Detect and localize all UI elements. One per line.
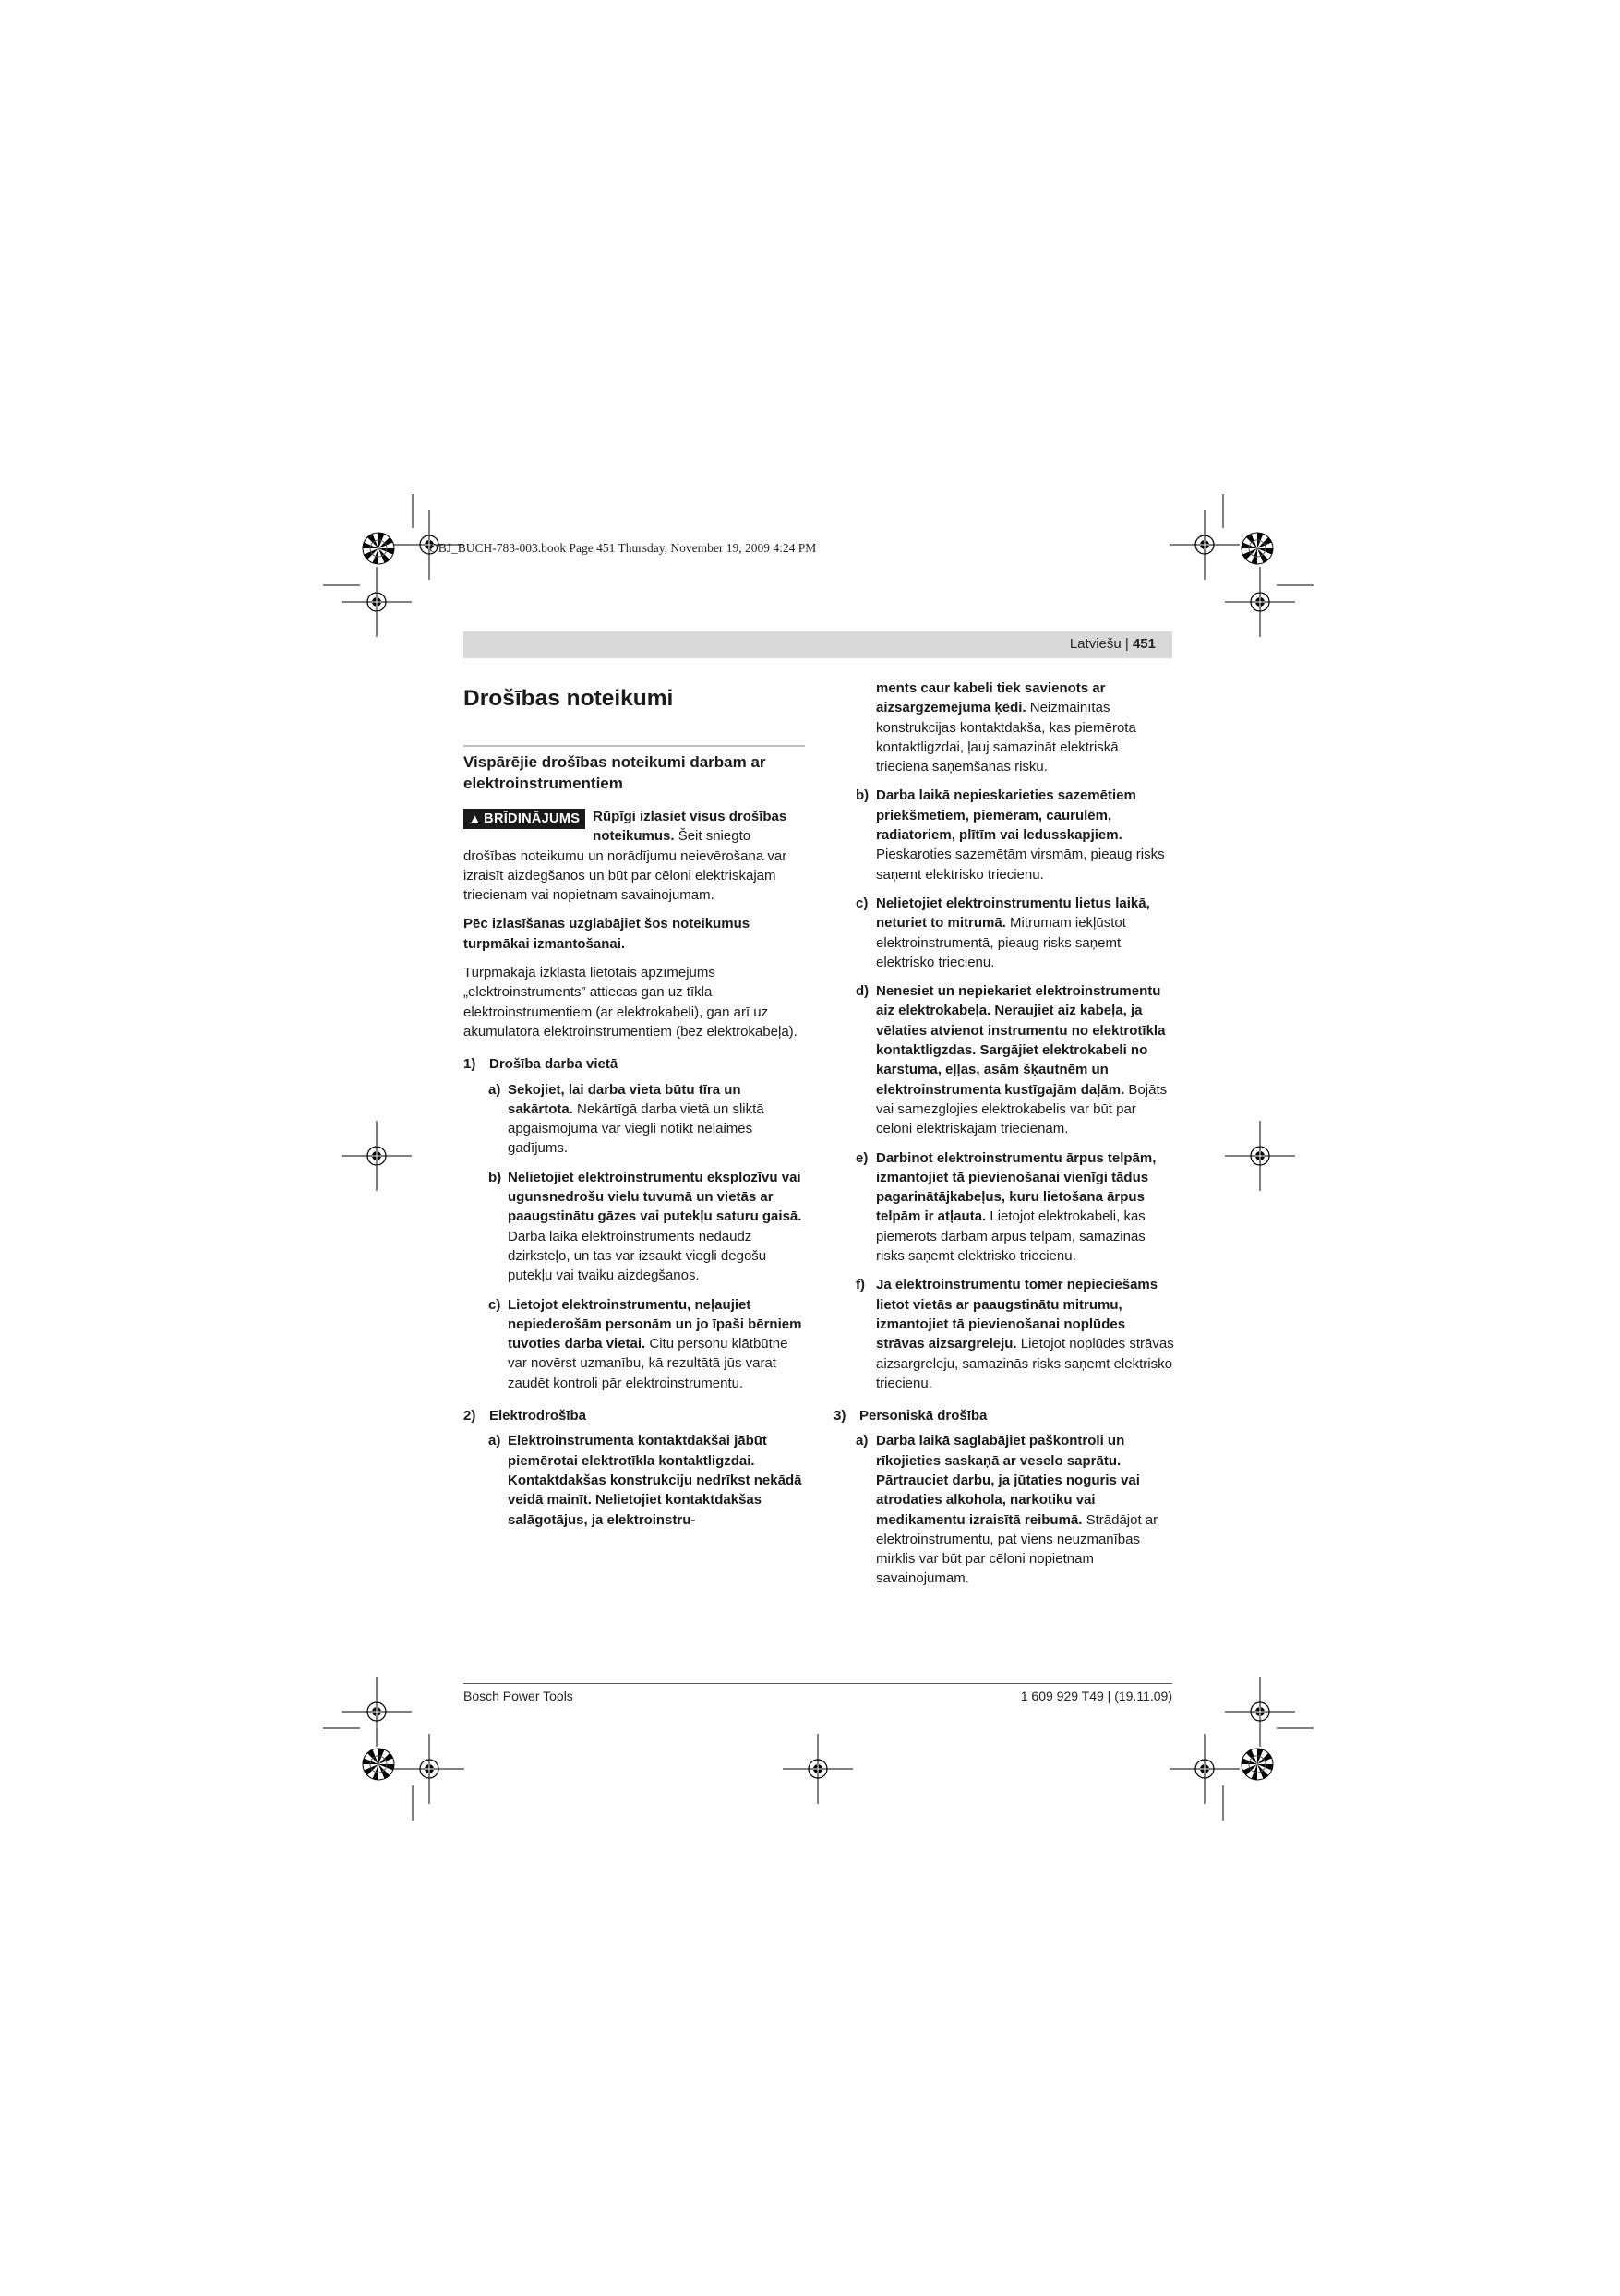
warning-triangle-icon: ▲	[469, 811, 482, 825]
item-bold-text: Sekojiet, lai darba vieta būtu tīra un sakārtota.	[508, 1081, 741, 1117]
item-text: Pieskaroties sazemētām virsmām, pieaug risks saņemt elektrisko triecienu.	[876, 847, 1165, 883]
list-item	[856, 894, 1174, 972]
item-bold-text: Ja elektroinstrumentu tomēr nepieciešams lietot vietās ar paaugstinātu mitrumu, izmantojiet tā pievienošanai noplūdes strāvas aizsargreleju.	[876, 1277, 1158, 1352]
item-label: a)	[488, 1081, 501, 1098]
save-note-text: Pēc izlasīšanas uzglabājiet šos noteikumus turpmākai izmantošanai.	[463, 916, 750, 952]
footer-divider	[463, 1683, 1172, 1684]
item-text: Neizmainītas konstrukcijas kontaktdakša, kas piemērota kontaktligzdai, ļauj samazināt elektriskā trieciena saņemšanas risku.	[876, 700, 1136, 775]
list-item	[856, 786, 1174, 884]
section-divider	[463, 745, 805, 747]
list-item-continuation	[856, 679, 1174, 776]
warning-paragraph	[463, 807, 805, 905]
header-language: Latviešu	[1069, 636, 1122, 652]
item-label: e)	[856, 1149, 869, 1166]
save-note	[463, 914, 805, 954]
section-title: Elektrodrošība	[489, 1408, 587, 1424]
section-subtitle: Vispārējie drošības noteikumi darbam ar elektroinstrumentiem	[463, 753, 766, 792]
item-label: a)	[856, 1433, 869, 1449]
item-text: Bojāts vai samezglojies elektrokabelis var būt par cēloni elektriskajam triecienam.	[876, 1081, 1168, 1137]
footer-brand: Bosch Power Tools	[463, 1689, 573, 1703]
item-bold-text: Nelietojiet elektroinstrumentu lietus laikā, neturiet to mitrumā.	[876, 895, 1150, 932]
list-item	[856, 981, 1174, 1138]
intro-paragraph: Turpmākajā izklāstā lietotais apzīmējums „elektroinstruments” attiecas gan uz tīkla elektroinstrumentiem (ar elektrokabeli), gan arī uz akumulatora elektroinstrumentiem (bez elektrokabeļa).	[463, 965, 798, 1040]
item-bold-text: Nenesiet un nepiekariet elektroinstrumentu aiz elektrokabeļa. Neraujiet aiz kabeļa, ja vēlaties atvienot instrumentu no elektrotīkla kontaktligzdas. Sargājiet elektrokabeli no karstuma, eļļas, asām šķautnēm un elektroinstrumenta kustīgajām daļām.	[876, 983, 1166, 1098]
section-heading-3	[834, 1406, 1174, 1425]
item-text: Strādājot ar elektroinstrumentu, pat viens neuzmanības mirklis var būt par cēloni nopietnam savainojumam.	[876, 1511, 1158, 1587]
item-text: Lietojot noplūdes strāvas aizsargreleju, samazinās risks saņemt elektrisko triecienu.	[876, 1336, 1174, 1391]
item-text: Mitrumam iekļūstot elektroinstrumentā, pieaug risks saņemt elektrisko triecienu.	[876, 915, 1126, 970]
section-title: Personiskā drošība	[859, 1408, 988, 1424]
section-number: 2)	[463, 1408, 476, 1424]
list-item	[463, 1080, 805, 1159]
list-item	[463, 1168, 805, 1286]
list-item	[463, 1431, 805, 1529]
item-label: c)	[488, 1296, 501, 1313]
list-item	[463, 1295, 805, 1393]
item-label: f)	[856, 1277, 865, 1293]
item-text: Citu personu klātbūtne var novērst uzmanību, kā rezultātā jūs varat zaudēt kontroli pār elektroinstrumentu.	[508, 1336, 788, 1391]
item-label: a)	[488, 1433, 501, 1449]
list-item	[856, 1148, 1174, 1267]
section-number: 1)	[463, 1056, 476, 1073]
list-item	[856, 1275, 1174, 1393]
page-header-text	[1070, 636, 1156, 652]
warning-bold-text: Rūpīgi izlasiet visus drošības noteikumus.	[593, 809, 787, 845]
item-bold-text: Elektroinstrumenta kontaktdakšai jābūt piemērotai elektrotīkla kontaktligzdai. Kontaktdakšas konstrukciju nedrīkst nekādā veidā mainīt. Nelietojiet kontaktdakšas salāgotājus, ja elektroinstru-	[508, 1433, 802, 1528]
warning-badge-label: BRĪDINĀJUMS	[484, 811, 581, 826]
item-bold-text: Darba laikā nepieskarieties sazemētiem priekšmetiem, piemēram, caurulēm, radiatoriem, plītīm vai ledusskapjiem.	[876, 787, 1136, 844]
item-bold-text: Lietojot elektroinstrumentu, neļaujiet nepiederošām personām un jo īpaši bērniem tuvoties darba vietai.	[508, 1296, 802, 1352]
page-title: Drošības noteikumi	[463, 686, 674, 711]
header-page-number: 451	[1132, 636, 1156, 652]
item-label: d)	[856, 983, 870, 1000]
item-label: b)	[488, 1169, 502, 1185]
section-title: Drošība darba vietā	[489, 1056, 618, 1073]
item-bold-text: Darbinot elektroinstrumentu ārpus telpām, izmantojiet tā pievienošanai vienīgi tādus pagarinātājkabeļus, kuru lietošana ārpus telpām ir atļauta.	[876, 1149, 1157, 1225]
book-print-header: OBJ_BUCH-783-003.book Page 451 Thursday, November 19, 2009 4:24 PM	[429, 541, 817, 555]
item-label: c)	[856, 895, 869, 911]
left-column	[463, 679, 805, 1539]
item-bold-text: ments caur kabeli tiek savienots ar aizsargzemējuma ķēdi.	[876, 680, 1106, 716]
page-header-bar	[463, 631, 1172, 658]
footer-doc-number: 1 609 929 T49 | (19.11.09)	[1020, 1689, 1172, 1703]
section-heading-1	[463, 1054, 805, 1074]
item-text: Nekārtīgā darba vietā un sliktā apgaismojumā var viegli notikt nelaimes gadījums.	[508, 1100, 764, 1157]
section-number: 3)	[834, 1408, 846, 1424]
warning-badge	[463, 809, 585, 829]
list-item	[856, 1431, 1174, 1588]
right-column	[834, 679, 1174, 1598]
item-bold-text: Nelietojiet elektroinstrumentu eksplozīvu vai ugunsnedrošu vielu tuvumā un vietās ar paaugstinātu gāzes vai putekļu saturu gaisā.	[508, 1169, 802, 1225]
item-bold-text: Darba laikā saglabājiet paškontroli un rīkojieties saskaņā ar veselo saprātu. Pārtrauciet darbu, ja jūtaties noguris vai atrodaties alkohola, narkotiku vai medikamentu izraisītā reibumā.	[876, 1433, 1140, 1528]
item-label: b)	[856, 787, 870, 804]
item-text: Darba laikā elektroinstruments nedaudz dzirksteļo, un tas var izsaukt viegli degošu putekļu vai tvaiku aizdegšanos.	[508, 1228, 767, 1284]
item-text: Lietojot elektrokabeli, kas piemērots darbam ārpus telpām, samazinās risks saņemt elektrisko triecienu.	[876, 1208, 1146, 1265]
header-separator: |	[1124, 636, 1129, 652]
section-heading-2	[463, 1406, 805, 1425]
warning-text: Šeit sniegto drošības noteikumu un norādījumu neievērošana var izraisīt aizdegšanos un būt par cēloni elektriskajam triecienam vai nopietnam savainojumam.	[463, 828, 787, 904]
